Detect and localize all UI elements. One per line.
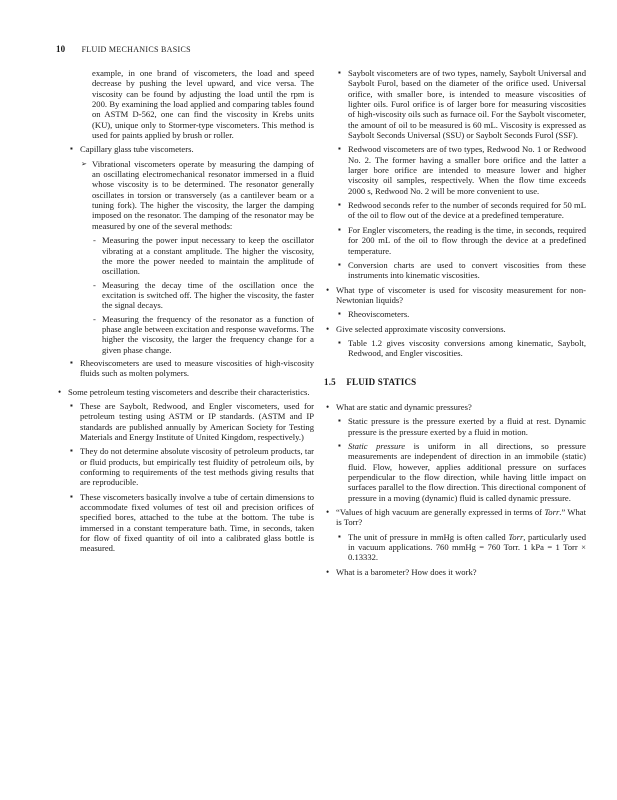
method-decay-time: - Measuring the decay time of the oscillation once the excitation is switched off. The higher the viscosity, the faster the signal decays. [92,280,314,311]
section-heading [324,377,586,387]
running-title: FLUID MECHANICS BASICS [81,45,191,54]
question-conversions: • Give selected approximate viscosity conversions. [324,324,586,334]
answer-table-1-2: ▪ Table 1.2 gives viscosity conversions among kinematic, Saybolt, Redwood, and Engler viscosities. [336,338,586,359]
left-column [56,68,314,558]
section-title: FLUID STATICS [346,376,417,387]
right-column [324,68,586,581]
bullet-conversion-charts: ▪ Conversion charts are used to convert viscosities from these instruments into kinematic viscosities. [336,260,586,281]
answer-rheoviscometers: ▪ Rheoviscometers. [336,309,586,319]
answer-torr-text-b: , particularly used in vacuum applications. 760 mmHg = 760 Torr. 1 kPa = 1 Torr × 0.13332. [348,531,586,563]
section-number: 1.5 [324,376,336,387]
term-static-pressure: Static pressure [348,440,406,451]
page-header [56,44,191,54]
answer-torr-text-a: The unit of pressure in mmHg is often called [348,531,509,542]
answer-empirical-fluidity: ▪ They do not determine absolute viscosity of petroleum products, tar or fluid products, but empirically test fluidity of petroleum oils, by conforming to requirements of the test methods giving results that are reproducible. [68,446,314,487]
question-barometer: • What is a barometer? How does it work? [324,567,586,577]
answer-static-pressure: ▪ Static pressure is the pressure exerted by a fluid at rest. Dynamic pressure is the pressure exerted by a fluid in motion. [336,416,586,437]
term-torr: Torr [544,507,560,518]
bullet-rheoviscometers: ▪ Rheoviscometers are used to measure viscosities of high-viscosity fluids such as molten polymers. [68,358,314,379]
answer-torr [336,532,586,563]
answer-static-uniform [336,441,586,503]
static-uniform-text: is uniform in all directions, so pressure measurements are independent of direction in an immobile (static) fluid. Flow, however, applies additional pressure on surfaces perpendicular to the flow direction, while having little impact on surfaces parallel to the flow direction. This directional component of pressure in a moving (dynamic) fluid is called dynamic pressure. [348,440,586,503]
bullet-engler: ▪ For Engler viscometers, the reading is the time, in seconds, required for 200 mL of the oil to flow through the device at a predefined temperature. [336,225,586,256]
answer-tube-dimensions: ▪ These viscometers basically involve a tube of certain dimensions to accommodate fixed volumes of test oil and precision orifices of specified bores, attached to the tube at the bottom. The tube is immersed in a constant temperature bath. Time, in seconds, taken for flow of fixed quantity of oil into a calibrated glass bottle is measured. [68,492,314,554]
bullet-redwood: ▪ Redwood viscometers are of two types, Redwood No. 1 or Redwood No. 2. The former having a smaller bore orifice and the latter a larger bore orifice are intended to measure lower and higher viscosity oil samples, respectively. When the flow time exceeds 2000 s, Redwood No. 2 will be more convenient to use. [336,144,586,196]
question-torr [324,507,586,528]
term-torr-answer: Torr [508,531,524,542]
method-power-input: - Measuring the power input necessary to keep the oscillator vibrating at a constant amplitude. The higher the viscosity, the more the power needed to maintain the amplitude of oscillation. [92,235,314,276]
bullet-vibrational: ➢ Vibrational viscometers operate by measuring the damping of an oscillating electromechanical resonator immersed in a fluid whose viscosity is to be determined. The resonator generally oscillates in torsion or transversely (as a cantilever beam or a tuning fork). The higher the viscosity, the larger the damping imposed on the resonator. The damping of the resonator may be measured by one of the several methods: [80,159,314,231]
continued-paragraph: example, in one brand of viscometers, the load and speed decrease by pushing the level upward, and vice versa. The viscosity can be found by adjusting the load until the rpm is 200. By examining the load applied and comparing tables found on ASTM D-562, one can find the viscosity in Krebs units (KU), unique only to Stormer-type viscometers. This method is used for paints applied by brush or roller. [92,68,314,141]
page-number: 10 [56,44,66,54]
answer-saybolt-redwood-engler: ▪ These are Saybolt, Redwood, and Engler viscometers, used for petroleum testing using ASTM or IP standards. (ASTM and IP standards are published annually by American Society for Testing Materials and Energy Institute of United Kingdom, respectively.) [68,401,314,442]
method-frequency: - Measuring the frequency of the resonator as a function of phase angle between excitation and response waveforms. The higher the viscosity, the larger the frequency change for a given phase change. [92,314,314,355]
question-static-dynamic: • What are static and dynamic pressures? [324,402,586,412]
question-torr-text-b: .” What is Torr? [336,507,586,528]
bullet-capillary: ▪ Capillary glass tube viscometers. [68,144,314,154]
question-non-newtonian: • What type of viscometer is used for viscosity measurement for non-Newtonian liquids? [324,285,586,306]
question-petroleum-viscometers: • Some petroleum testing viscometers and describe their characteristics. [56,387,314,397]
bullet-redwood-seconds: ▪ Redwood seconds refer to the number of seconds required for 50 mL of the oil to flow out of the device at a predefined temperature. [336,200,586,221]
question-torr-text-a: “Values of high vacuum are generally expressed in terms of [336,507,545,518]
bullet-saybolt: ▪ Saybolt viscometers are of two types, namely, Saybolt Universal and Saybolt Furol, based on the diameter of the orifice used. Universal orifice, with smaller bore, is intended to measure viscosities of lighter oils. Furol orifice is of larger bore for measuring viscosities of high-viscosity oils such as furnace oil. For the Saybolt viscometer, the amount of oil to be measured is 60 mL. Viscosity is expressed as Saybolt Seconds Universal (SSU) or Saybolt Seconds Furol (SSF). [336,68,586,140]
